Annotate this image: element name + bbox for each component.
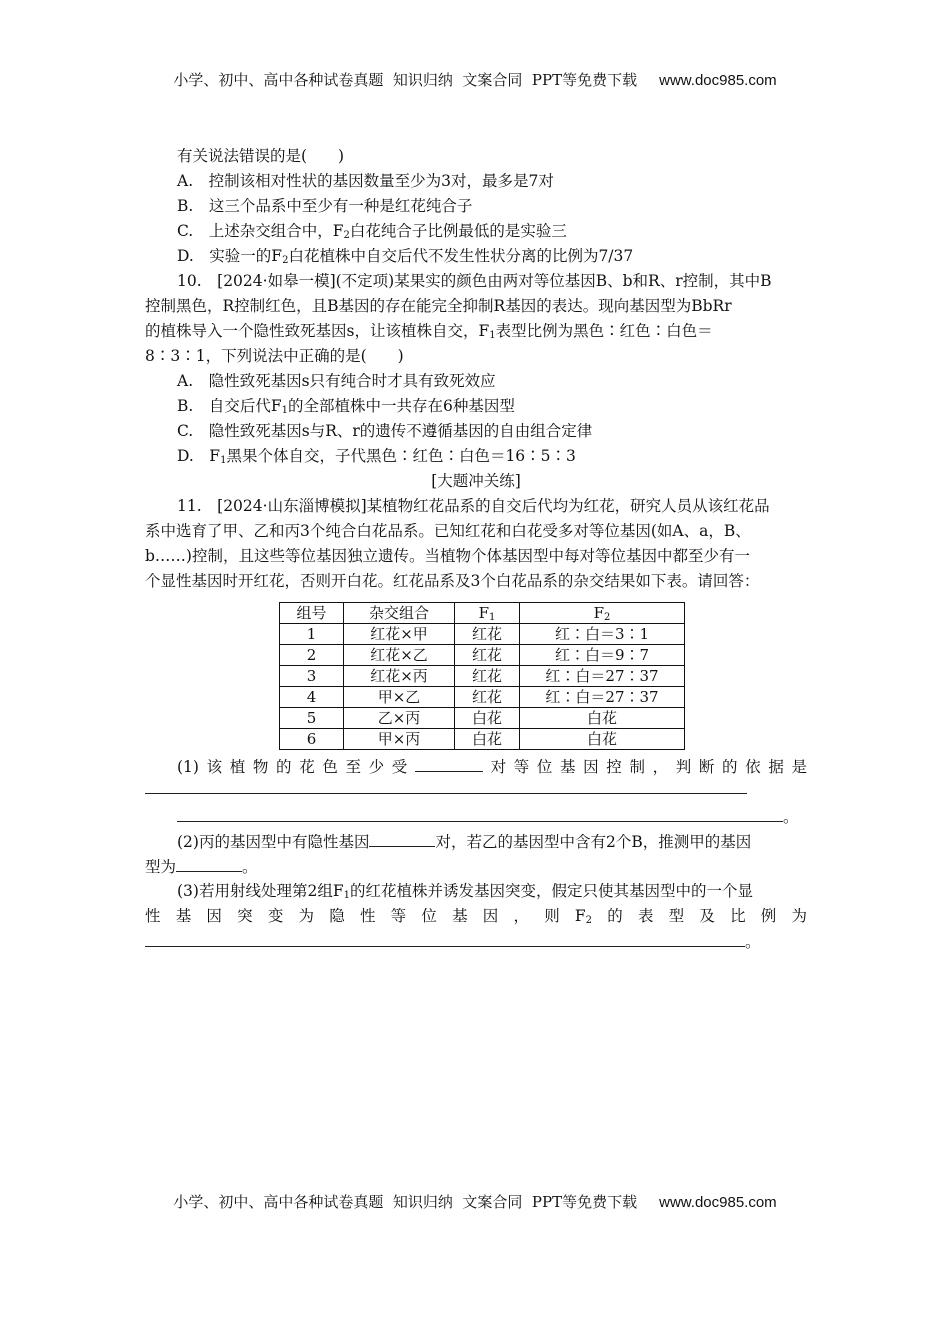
page-header <box>0 69 950 90</box>
q11-sub2: (2)丙的基因型中有隐性基因 对，若乙的基因型中含有2个B，推测甲的基因 <box>145 829 807 854</box>
q9-option-c: C. 上述杂交组合中，$F_2$白花纯合子比例最低的是实验三 <box>177 222 567 241</box>
header-text: 小学、初中、高中各种试卷真题 知识归纳 文案合同 PPT等免费下载 <box>173 71 638 89</box>
q11-sub3-line3: 。 <box>145 929 807 954</box>
answer-blank[interactable] <box>176 854 242 872</box>
q10-option-c: C. 隐性致死基因s与R、r的遗传不遵循基因的自由组合定律 <box>177 422 593 440</box>
answer-line[interactable] <box>145 779 747 794</box>
table-header-cell: 组号 <box>280 603 344 624</box>
q10-option-d: D. $F_1$黑果个体自交，子代黑色∶红色∶白色＝16∶5∶3 <box>177 447 576 466</box>
table-header-cell: 杂交组合 <box>344 603 455 624</box>
q10-option-b: B. 自交后代$F_1$的全部植株中一共存在6种基因型 <box>177 397 515 416</box>
table-row: 2 红花×乙 红花 红∶白＝9∶7 <box>280 645 685 666</box>
q10-line-2: 控制黑色，R控制红色，且B基因的存在能完全抑制R基因的表达。现向基因型为BbRr <box>145 297 732 315</box>
q9-option-d: D. 实验一的$F_2$白花植株中自交后代不发生性状分离的比例为7/37 <box>177 247 634 266</box>
q11-sub2-line2: 型为 。 <box>145 854 807 879</box>
q11-line-3: b……)控制，且这些等位基因独立遗传。当植物个体基因型中每对等位基因中都至少有一 <box>145 547 750 565</box>
table-row: 4 甲×乙 红花 红∶白＝27∶37 <box>280 687 685 708</box>
page-footer <box>0 1191 950 1212</box>
q10-line-1: 10. [2024·如皋一模](不定项)某果实的颜色由两对等位基因B、b和R、r控制，其中B <box>177 272 772 290</box>
q11-sub1-line2: 。 <box>145 804 807 829</box>
q11-sub1: (1)该植物的花色至少受 对等位基因控制，判断的依据是 <box>145 754 807 779</box>
answer-blank[interactable] <box>369 829 435 847</box>
q11-line-4: 个显性基因时开红花，否则开白花。红花品系及3个白花品系的杂交结果如下表。请回答： <box>145 572 760 590</box>
footer-text: 小学、初中、高中各种试卷真题 知识归纳 文案合同 PPT等免费下载 <box>173 1193 638 1211</box>
table-row: 1 红花×甲 红花 红∶白＝3∶1 <box>280 624 685 645</box>
section-title: [大题冲关练] <box>431 472 521 490</box>
q10-option-a: A. 隐性致死基因s只有纯合时才具有致死效应 <box>177 372 496 390</box>
q10-line-3: 的植株导入一个隐性致死基因s，让该植株自交，$F_1$表型比例为黑色∶红色∶白色＝ <box>145 322 713 341</box>
header-site: www.doc985.com <box>659 72 777 89</box>
q11-sub3: (3)若用射线处理第2组$F_1$的红花植株并诱发基因突变，假定只使其基因型中的一个显 <box>177 882 753 901</box>
q11-line-1: 11. [2024·山东淄博模拟]某植物红花品系的自交后代均为红花，研究人员从该红花品 <box>177 497 770 515</box>
footer-site: www.doc985.com <box>659 1194 777 1211</box>
q10-line-4: 8∶3∶1，下列说法中正确的是( ) <box>145 347 404 365</box>
q9-stem-tail: 有关说法错误的是( ) <box>177 147 345 165</box>
q9-option-b: B. 这三个品系中至少有一种是红花纯合子 <box>177 197 473 215</box>
q11-sub3-line2: 性基因突变为隐性等位基因，则$F_2$的表型及比例为 <box>145 907 807 926</box>
answer-blank[interactable] <box>415 754 483 772</box>
table-header-cell: $F_1$ <box>455 603 520 624</box>
table-row: 3 红花×丙 红花 红∶白＝27∶37 <box>280 666 685 687</box>
answer-line[interactable] <box>177 804 783 822</box>
q11-line-2: 系中选育了甲、乙和丙3个纯合白花品系。已知红花和白花受多对等位基因(如A、a，B、 <box>145 522 751 540</box>
table-header-row <box>280 603 685 624</box>
table-header-cell: $F_2$ <box>520 603 685 624</box>
q9-option-a: A. 控制该相对性状的基因数量至少为3对，最多是7对 <box>177 172 554 190</box>
table-row: 6 甲×丙 白花 白花 <box>280 729 685 750</box>
document-body <box>145 144 807 954</box>
cross-results-table <box>279 602 685 750</box>
answer-line[interactable] <box>145 929 745 947</box>
table-row: 5 乙×丙 白花 白花 <box>280 708 685 729</box>
